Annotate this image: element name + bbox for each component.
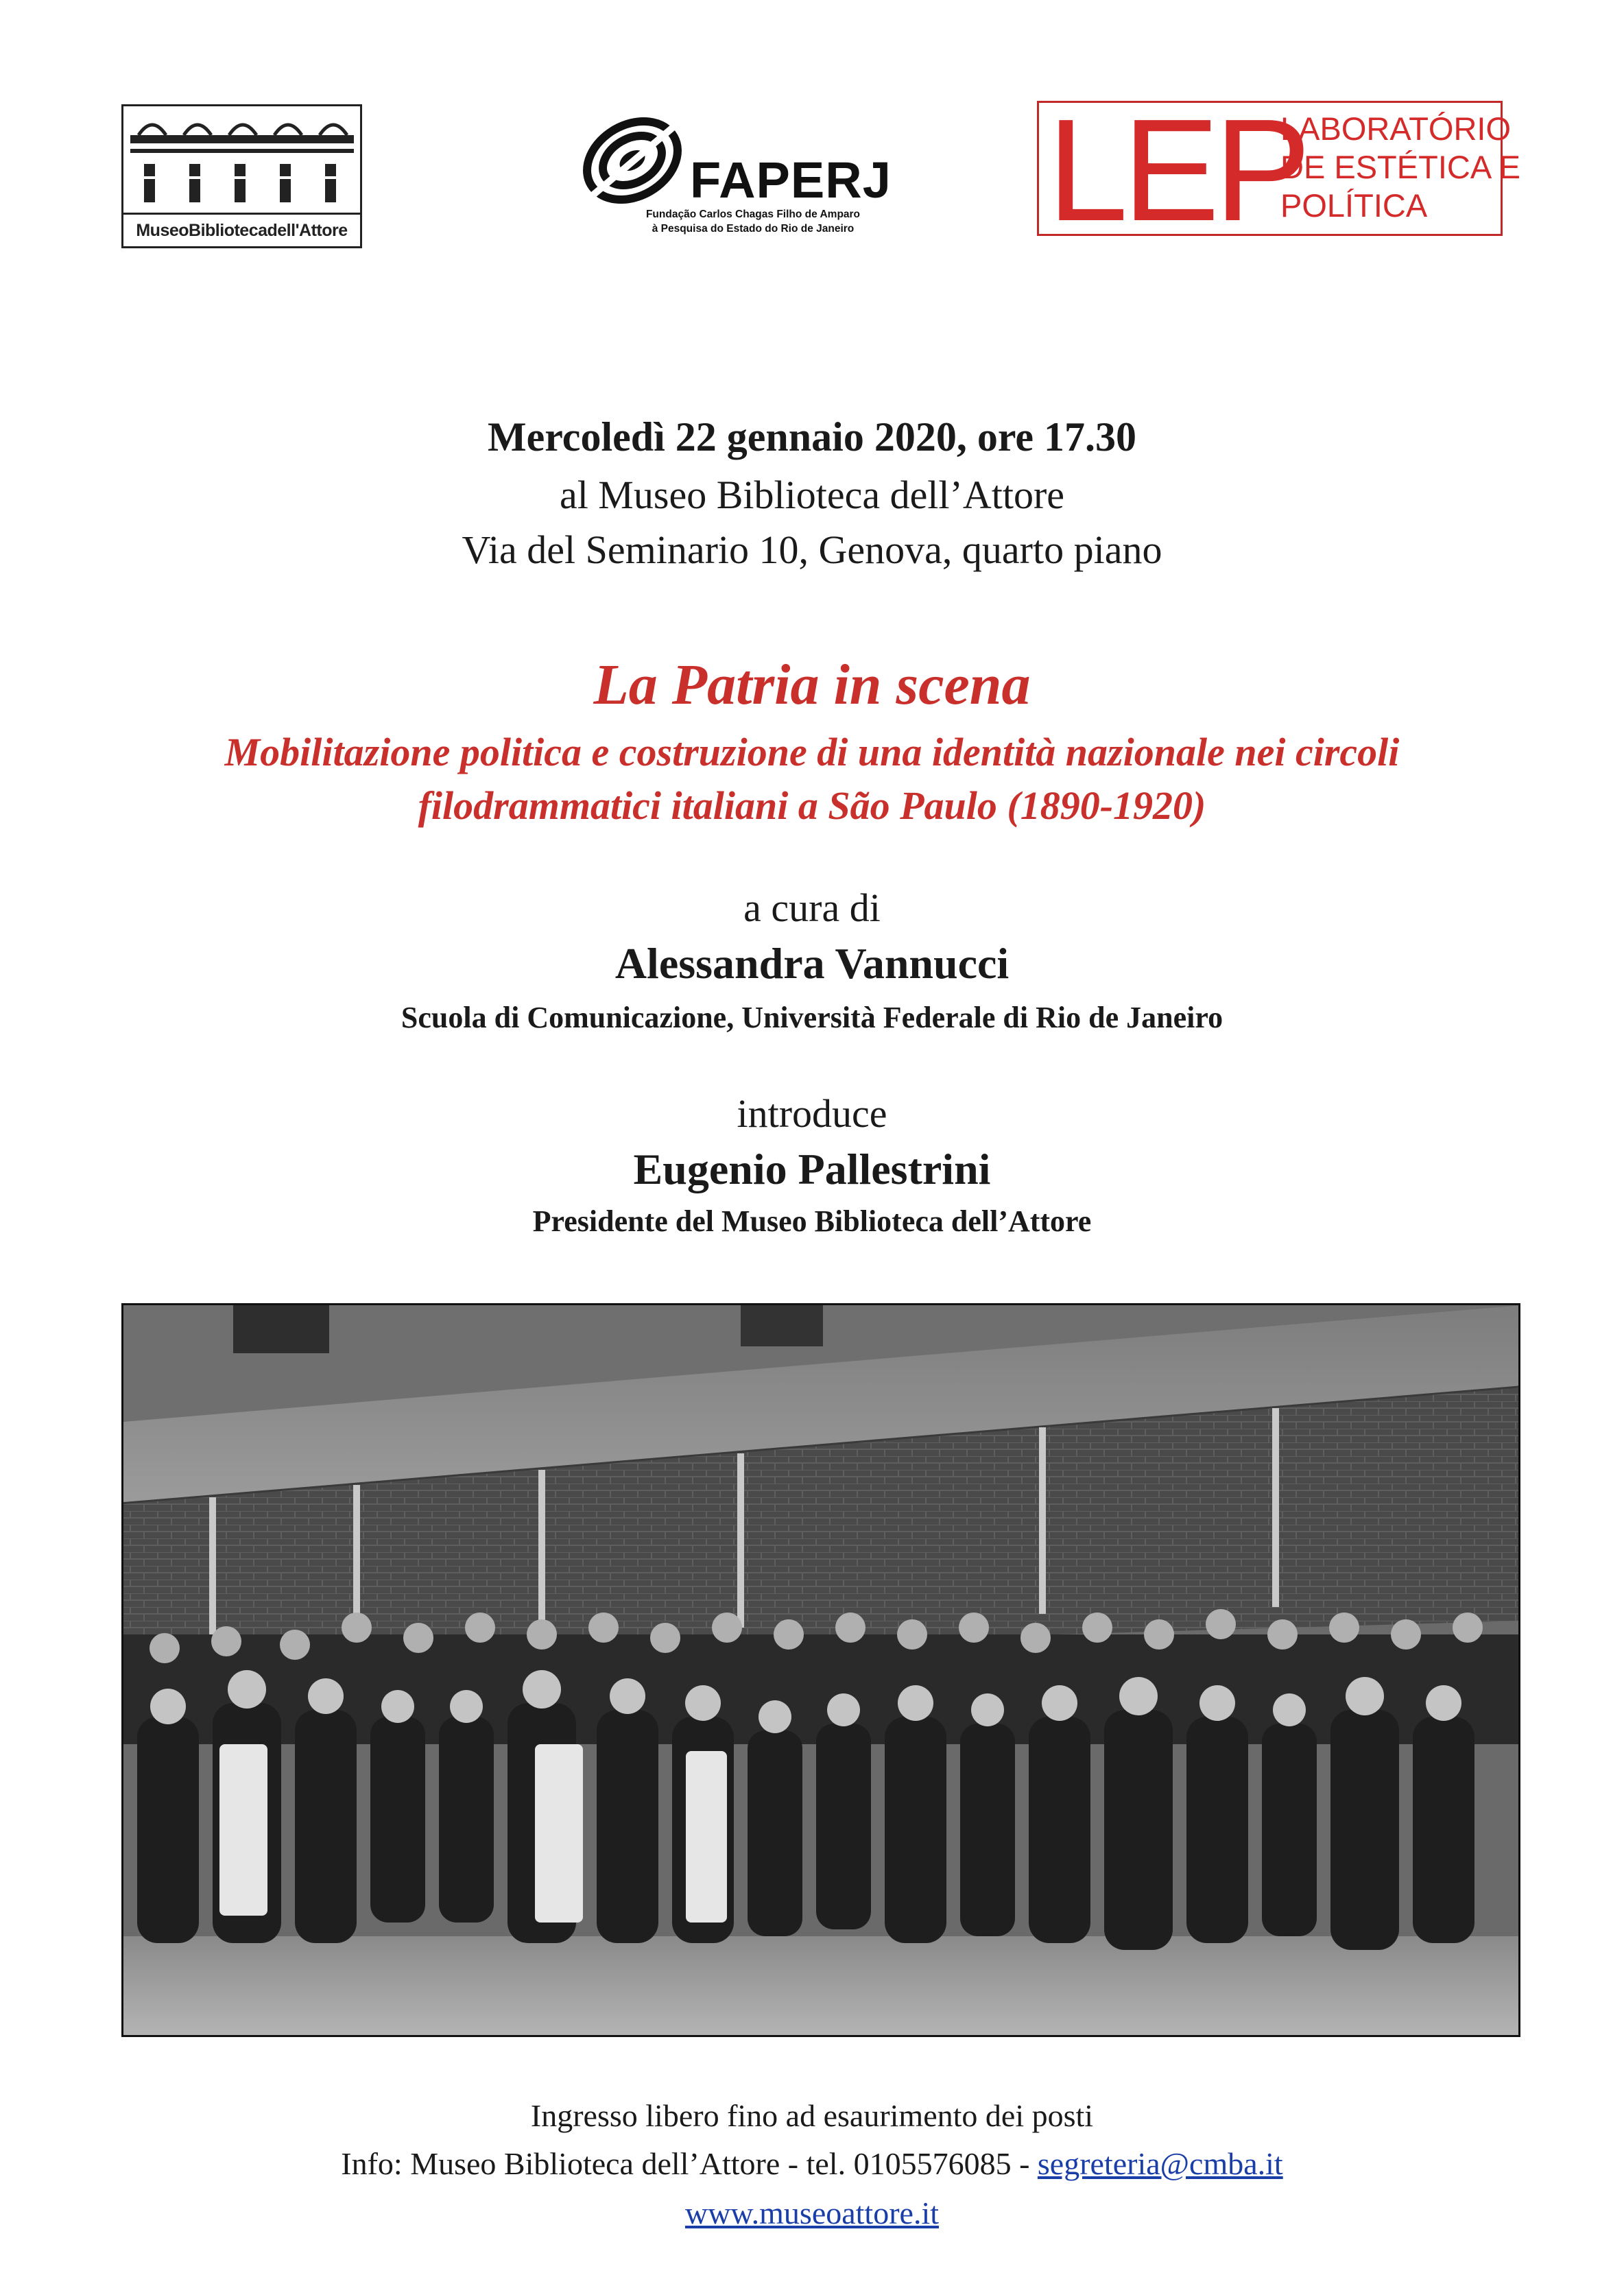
lep-subtitle [1280, 110, 1520, 225]
website-link[interactable]: www.museoattore.it [684, 2195, 940, 2230]
event-venue: al Museo Biblioteca dell’Attore [559, 473, 1065, 517]
lep-subtitle-line2: DE ESTÉTICA E [1280, 149, 1520, 185]
museum-building-icon [129, 110, 355, 213]
historic-photo [121, 1303, 1520, 2037]
faperj-subtitle-line1: Fundação Carlos Chagas Filho de Amparo [645, 209, 861, 220]
lep-logo [1037, 88, 1520, 251]
email-link[interactable]: segreteria@cmba.it [1037, 2146, 1283, 2181]
talk-subtitle [0, 726, 1624, 833]
lep-subtitle-line3: POLÍTICA [1280, 187, 1428, 224]
footer-website [0, 2195, 1624, 2231]
curator-intro: a cura di [743, 885, 881, 930]
museo-logo [121, 104, 362, 248]
footer-info [0, 2145, 1624, 2182]
faperj-logo [575, 103, 931, 247]
talk-subtitle-line1: Mobilitazione politica e costruzione di una identità nazionale nei circoli [224, 730, 1400, 774]
talk-subtitle-line2: filodrammatici italiani a São Paulo (1890-1920) [418, 783, 1206, 828]
faperj-subtitle [582, 207, 924, 236]
introducer-affiliation: Presidente del Museo Biblioteca dell’Attore [532, 1204, 1092, 1238]
introducer-name: Eugenio Pallestrini [633, 1145, 991, 1193]
talk-title: La Patria in scena [593, 653, 1031, 717]
lep-acronym: LEP [1047, 88, 1306, 251]
faperj-swirl-icon [575, 103, 691, 206]
crowd-photo-image [123, 1305, 1520, 2037]
event-date: Mercoledì 22 gennaio 2020, ore 17.30 [488, 414, 1136, 460]
museo-logo-text: MuseoBibliotecadell'Attore [123, 213, 360, 246]
footer-info-text: Info: Museo Biblioteca dell’Attore - tel. 0105576085 - [341, 2146, 1038, 2181]
footer-entry-note: Ingresso libero fino ad esaurimento dei posti [530, 2098, 1094, 2133]
faperj-subtitle-line2: à Pesquisa do Estado do Rio de Janeiro [652, 223, 855, 235]
event-address: Via del Seminario 10, Genova, quarto piano [462, 527, 1162, 572]
curator-affiliation: Scuola di Comunicazione, Università Federale di Rio de Janeiro [401, 1001, 1223, 1034]
introducer-intro: introduce [737, 1091, 887, 1136]
faperj-name: FAPERJ [690, 152, 892, 209]
curator-name: Alessandra Vannucci [614, 939, 1010, 988]
lep-subtitle-line1: LABORATÓRIO [1280, 110, 1512, 147]
